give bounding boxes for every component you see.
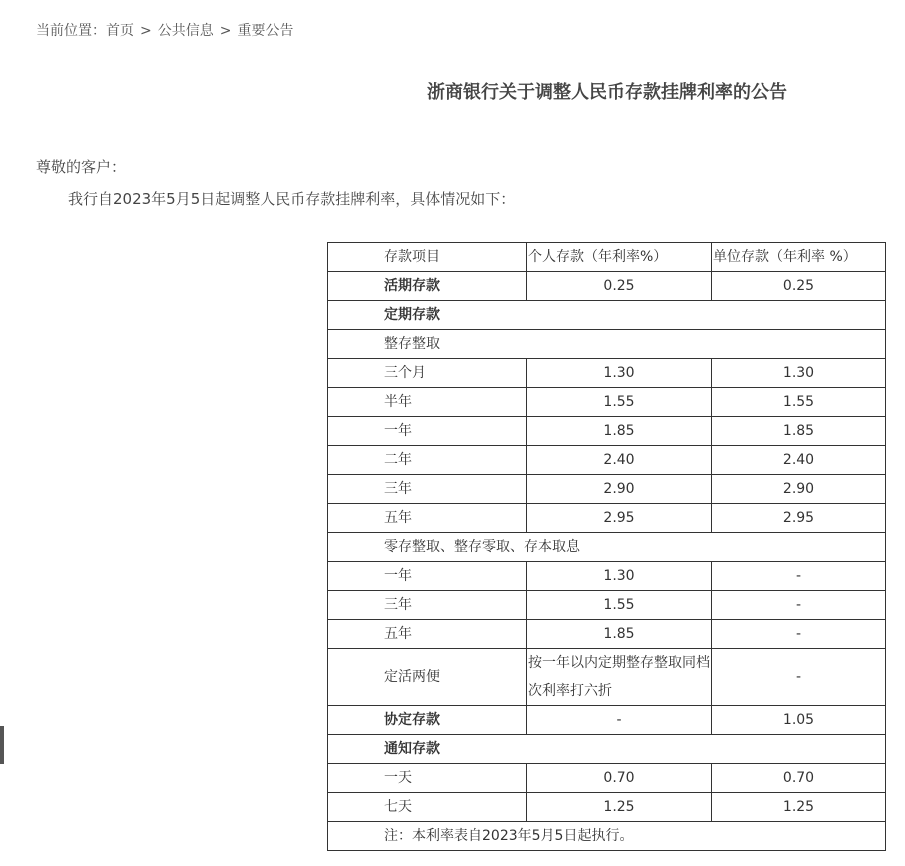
table-header-row	[328, 243, 886, 272]
header-item: 存款项目	[328, 243, 527, 272]
personal-rate: 1.85	[527, 620, 712, 649]
deposit-item-label: 一天	[328, 764, 527, 793]
deposit-item-label: 五年	[328, 504, 527, 533]
section-row	[328, 301, 886, 330]
table-row	[328, 272, 886, 301]
breadcrumb-separator: >	[140, 23, 152, 39]
corporate-rate: -	[712, 591, 886, 620]
table-row	[328, 706, 886, 735]
personal-rate: 1.85	[527, 417, 712, 446]
greeting: 尊敬的客户：	[36, 158, 127, 176]
table-row	[328, 562, 886, 591]
personal-rate: 2.95	[527, 504, 712, 533]
table-note: 注：本利率表自2023年5月5日起执行。	[328, 822, 886, 851]
deposit-item-label: 通知存款	[328, 735, 886, 764]
table-row	[328, 475, 886, 504]
personal-rate: 0.25	[527, 272, 712, 301]
table-row	[328, 504, 886, 533]
personal-rate: 2.90	[527, 475, 712, 504]
header-personal: 个人存款（年利率%）	[527, 243, 712, 272]
section-row	[328, 735, 886, 764]
table-row	[328, 446, 886, 475]
deposit-rate-table	[327, 242, 886, 851]
deposit-item-label: 整存整取	[328, 330, 886, 359]
section-row	[328, 330, 886, 359]
page-title: 浙商银行关于调整人民币存款挂牌利率的公告	[427, 82, 787, 103]
deposit-item-label: 三年	[328, 475, 527, 504]
deposit-item-label: 二年	[328, 446, 527, 475]
table-row	[328, 649, 886, 706]
deposit-item-label: 定活两便	[328, 649, 527, 706]
deposit-item-label: 一年	[328, 417, 527, 446]
corporate-rate: -	[712, 620, 886, 649]
table-row	[328, 359, 886, 388]
deposit-item-label: 活期存款	[328, 272, 527, 301]
table-row	[328, 620, 886, 649]
intro-paragraph: 我行自2023年5月5日起调整人民币存款挂牌利率，具体情况如下：	[68, 190, 516, 208]
deposit-item-label: 三个月	[328, 359, 527, 388]
corporate-rate: 1.55	[712, 388, 886, 417]
rate-table-body	[328, 243, 886, 851]
corporate-rate: -	[712, 649, 886, 706]
table-row	[328, 388, 886, 417]
breadcrumb-prefix: 当前位置：	[36, 23, 106, 39]
deposit-item-label: 零存整取、整存零取、存本取息	[328, 533, 886, 562]
personal-rate: 2.40	[527, 446, 712, 475]
deposit-item-label: 协定存款	[328, 706, 527, 735]
deposit-item-label: 一年	[328, 562, 527, 591]
corporate-rate: 0.25	[712, 272, 886, 301]
personal-rate: 1.30	[527, 359, 712, 388]
corporate-rate: 2.90	[712, 475, 886, 504]
breadcrumb-home-link[interactable]: 首页	[106, 23, 134, 39]
personal-rate: -	[527, 706, 712, 735]
corporate-rate: 1.85	[712, 417, 886, 446]
header-corporate: 单位存款（年利率 %）	[712, 243, 886, 272]
breadcrumb	[36, 20, 293, 40]
breadcrumb-public-info-link[interactable]: 公共信息	[157, 23, 214, 39]
corporate-rate: 0.70	[712, 764, 886, 793]
deposit-item-label: 七天	[328, 793, 527, 822]
personal-rate: 1.30	[527, 562, 712, 591]
corporate-rate: 2.40	[712, 446, 886, 475]
table-row	[328, 591, 886, 620]
corporate-rate: 1.30	[712, 359, 886, 388]
corporate-rate: 1.05	[712, 706, 886, 735]
personal-rate: 1.55	[527, 591, 712, 620]
deposit-item-label: 定期存款	[328, 301, 886, 330]
corporate-rate: 1.25	[712, 793, 886, 822]
table-row	[328, 764, 886, 793]
corporate-rate: -	[712, 562, 886, 591]
personal-rate: 按一年以内定期整存整取同档次利率打六折	[527, 649, 712, 706]
note-row	[328, 822, 886, 851]
personal-rate: 0.70	[527, 764, 712, 793]
table-row	[328, 793, 886, 822]
table-row	[328, 417, 886, 446]
corporate-rate: 2.95	[712, 504, 886, 533]
left-scroll-edge	[0, 726, 4, 764]
breadcrumb-separator: >	[219, 23, 232, 39]
deposit-item-label: 半年	[328, 388, 527, 417]
section-row	[328, 533, 886, 562]
breadcrumb-announcements-link[interactable]: 重要公告	[237, 23, 294, 39]
deposit-item-label: 三年	[328, 591, 527, 620]
deposit-item-label: 五年	[328, 620, 527, 649]
personal-rate: 1.25	[527, 793, 712, 822]
personal-rate: 1.55	[527, 388, 712, 417]
